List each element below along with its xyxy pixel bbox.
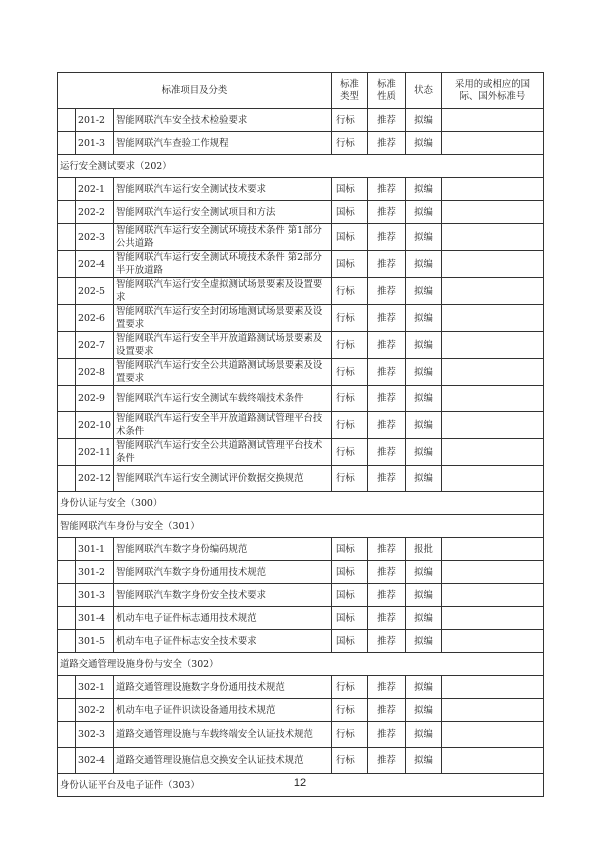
standard-status: 拟编 [406, 224, 442, 251]
intl-standard-number [442, 412, 544, 439]
standard-name: 智能网联汽车运行安全测试项目和方法 [114, 201, 332, 224]
standard-name: 机动车电子证件标志通用技术规范 [114, 607, 332, 630]
standard-status: 拟编 [406, 178, 442, 201]
section-row [58, 155, 544, 178]
intl-standard-number [442, 630, 544, 653]
intl-standard-number [442, 538, 544, 561]
standard-name: 道路交通管理设施信息交换安全认证技术规范 [114, 748, 332, 774]
standard-nature: 推荐 [368, 412, 406, 439]
table-row [58, 538, 544, 561]
standard-type: 行标 [332, 305, 368, 332]
standard-status: 拟编 [406, 748, 442, 774]
section-title: 身份认证与安全（300） [58, 492, 544, 515]
standard-status: 拟编 [406, 386, 442, 412]
indent-cell [58, 251, 76, 278]
standard-nature: 推荐 [368, 251, 406, 278]
intl-standard-number [442, 439, 544, 466]
table-row [58, 630, 544, 653]
standard-status: 拟编 [406, 201, 442, 224]
intl-standard-number [442, 466, 544, 492]
standard-type: 国标 [332, 607, 368, 630]
intl-standard-number [442, 561, 544, 584]
intl-standard-number [442, 748, 544, 774]
intl-standard-number [442, 332, 544, 359]
indent-cell [58, 584, 76, 607]
indent-cell [58, 466, 76, 492]
standard-nature: 推荐 [368, 630, 406, 653]
standard-number: 301-4 [76, 607, 114, 630]
standard-nature: 推荐 [368, 132, 406, 155]
table-row [58, 178, 544, 201]
indent-cell [58, 332, 76, 359]
standard-name: 智能网联汽车运行安全半开放道路测试管理平台技术条件 [114, 412, 332, 439]
standard-type: 行标 [332, 676, 368, 699]
standard-type: 国标 [332, 584, 368, 607]
table-row [58, 561, 544, 584]
indent-cell [58, 305, 76, 332]
standard-number: 202-2 [76, 201, 114, 224]
standard-name: 智能网联汽车运行安全测试环境技术条件 第2部分 半开放道路 [114, 251, 332, 278]
standard-number: 202-6 [76, 305, 114, 332]
standard-number: 301-2 [76, 561, 114, 584]
indent-cell [58, 699, 76, 722]
table-row [58, 439, 544, 466]
standard-nature: 推荐 [368, 332, 406, 359]
standard-nature: 推荐 [368, 439, 406, 466]
standard-type: 国标 [332, 251, 368, 278]
indent-cell [58, 359, 76, 386]
table-body [58, 109, 544, 797]
standard-name: 机动车电子证件识读设备通用技术规范 [114, 699, 332, 722]
table-row [58, 466, 544, 492]
table-row [58, 359, 544, 386]
standard-status: 拟编 [406, 607, 442, 630]
standard-status: 拟编 [406, 584, 442, 607]
intl-standard-number [442, 722, 544, 748]
standard-name: 智能网联汽车安全技术检验要求 [114, 109, 332, 132]
standard-number: 201-3 [76, 132, 114, 155]
table-row [58, 722, 544, 748]
header-status: 状态 [406, 73, 442, 109]
header-item: 标准项目及分类 [58, 73, 332, 109]
indent-cell [58, 722, 76, 748]
table-row [58, 748, 544, 774]
standard-name: 智能网联汽车运行安全测试车载终端技术条件 [114, 386, 332, 412]
standard-name: 智能网联汽车数字身份安全技术要求 [114, 584, 332, 607]
standard-nature: 推荐 [368, 607, 406, 630]
standard-status: 拟编 [406, 278, 442, 305]
section-title: 道路交通管理设施身份与安全（302） [58, 653, 544, 676]
standard-type: 行标 [332, 722, 368, 748]
standard-type: 行标 [332, 278, 368, 305]
standard-type: 行标 [332, 132, 368, 155]
standard-name: 机动车电子证件标志安全技术要求 [114, 630, 332, 653]
standard-nature: 推荐 [368, 676, 406, 699]
standard-status: 拟编 [406, 676, 442, 699]
standard-number: 302-2 [76, 699, 114, 722]
indent-cell [58, 676, 76, 699]
intl-standard-number [442, 699, 544, 722]
indent-cell [58, 278, 76, 305]
standard-number: 202-5 [76, 278, 114, 305]
table-row [58, 109, 544, 132]
standard-name: 道路交通管理设施数字身份通用技术规范 [114, 676, 332, 699]
indent-cell [58, 748, 76, 774]
intl-standard-number [442, 178, 544, 201]
intl-standard-number [442, 676, 544, 699]
table-row [58, 584, 544, 607]
table-row [58, 676, 544, 699]
standard-type: 行标 [332, 359, 368, 386]
standard-type: 国标 [332, 178, 368, 201]
indent-cell [58, 630, 76, 653]
intl-standard-number [442, 109, 544, 132]
standard-nature: 推荐 [368, 224, 406, 251]
standard-status: 拟编 [406, 359, 442, 386]
standard-nature: 推荐 [368, 109, 406, 132]
intl-standard-number [442, 278, 544, 305]
standard-status: 拟编 [406, 561, 442, 584]
standard-status: 拟编 [406, 439, 442, 466]
indent-cell [58, 538, 76, 561]
table-row [58, 201, 544, 224]
standard-status: 报批 [406, 538, 442, 561]
standard-type: 国标 [332, 538, 368, 561]
standard-name: 智能网联汽车运行安全测试技术要求 [114, 178, 332, 201]
standard-number: 201-2 [76, 109, 114, 132]
section-row [58, 515, 544, 538]
indent-cell [58, 201, 76, 224]
table-row [58, 607, 544, 630]
standard-type: 行标 [332, 109, 368, 132]
standard-number: 302-3 [76, 722, 114, 748]
standard-status: 拟编 [406, 466, 442, 492]
intl-standard-number [442, 201, 544, 224]
header-type: 标准 类型 [332, 73, 368, 109]
indent-cell [58, 607, 76, 630]
standard-name: 智能网联汽车查验工作规程 [114, 132, 332, 155]
standard-number: 202-8 [76, 359, 114, 386]
standard-status: 拟编 [406, 699, 442, 722]
standard-nature: 推荐 [368, 305, 406, 332]
section-row [58, 653, 544, 676]
indent-cell [58, 224, 76, 251]
standard-name: 道路交通管理设施与车载终端安全认证技术规范 [114, 722, 332, 748]
standard-name: 智能网联汽车运行安全半开放道路测试场景要素及设置要求 [114, 332, 332, 359]
intl-standard-number [442, 132, 544, 155]
section-title: 智能网联汽车身份与安全（301） [58, 515, 544, 538]
indent-cell [58, 178, 76, 201]
indent-cell [58, 561, 76, 584]
standard-type: 行标 [332, 466, 368, 492]
standard-number: 202-3 [76, 224, 114, 251]
table-row [58, 332, 544, 359]
standard-name: 智能网联汽车运行安全公共道路测试管理平台技术条件 [114, 439, 332, 466]
table-row [58, 305, 544, 332]
intl-standard-number [442, 386, 544, 412]
standard-nature: 推荐 [368, 359, 406, 386]
standard-status: 拟编 [406, 412, 442, 439]
page-number: 12 [293, 777, 307, 789]
standard-status: 拟编 [406, 332, 442, 359]
header-row [58, 73, 544, 109]
intl-standard-number [442, 584, 544, 607]
standard-type: 国标 [332, 201, 368, 224]
intl-standard-number [442, 251, 544, 278]
standard-status: 拟编 [406, 109, 442, 132]
table-row [58, 251, 544, 278]
standard-name: 智能网联汽车运行安全公共道路测试场景要素及设置要求 [114, 359, 332, 386]
standard-name: 智能网联汽车运行安全封闭场地测试场景要素及设置要求 [114, 305, 332, 332]
table-row [58, 278, 544, 305]
standard-number: 202-10 [76, 412, 114, 439]
standard-number: 302-4 [76, 748, 114, 774]
intl-standard-number [442, 305, 544, 332]
indent-cell [58, 386, 76, 412]
standard-nature: 推荐 [368, 538, 406, 561]
standard-type: 行标 [332, 699, 368, 722]
standard-name: 智能网联汽车数字身份通用技术规范 [114, 561, 332, 584]
intl-standard-number [442, 607, 544, 630]
standard-type: 国标 [332, 224, 368, 251]
standard-nature: 推荐 [368, 201, 406, 224]
standard-status: 拟编 [406, 305, 442, 332]
indent-cell [58, 412, 76, 439]
table-row [58, 224, 544, 251]
standard-nature: 推荐 [368, 584, 406, 607]
indent-cell [58, 132, 76, 155]
standards-table [57, 72, 544, 797]
standard-status: 拟编 [406, 251, 442, 278]
indent-cell [58, 439, 76, 466]
standard-type: 行标 [332, 439, 368, 466]
standard-name: 智能网联汽车数字身份编码规范 [114, 538, 332, 561]
table-row [58, 386, 544, 412]
standard-number: 302-1 [76, 676, 114, 699]
standard-type: 国标 [332, 561, 368, 584]
standard-status: 拟编 [406, 722, 442, 748]
standard-type: 行标 [332, 386, 368, 412]
standard-status: 拟编 [406, 630, 442, 653]
standard-number: 202-12 [76, 466, 114, 492]
standard-type: 行标 [332, 748, 368, 774]
section-title: 身份认证平台及电子证件（303） [58, 774, 544, 797]
standard-name: 智能网联汽车运行安全虚拟测试场景要素及设置要求 [114, 278, 332, 305]
standard-number: 202-1 [76, 178, 114, 201]
standard-number: 202-4 [76, 251, 114, 278]
indent-cell [58, 109, 76, 132]
standard-nature: 推荐 [368, 699, 406, 722]
standard-number: 202-11 [76, 439, 114, 466]
standard-nature: 推荐 [368, 178, 406, 201]
header-intl-standard: 采用的或相应的国 际、国外标准号 [442, 73, 544, 109]
standard-nature: 推荐 [368, 561, 406, 584]
standard-nature: 推荐 [368, 722, 406, 748]
standard-number: 301-5 [76, 630, 114, 653]
standard-name: 智能网联汽车运行安全测试环境技术条件 第1部分 公共道路 [114, 224, 332, 251]
section-title: 运行安全测试要求（202） [58, 155, 544, 178]
intl-standard-number [442, 224, 544, 251]
standard-type: 行标 [332, 412, 368, 439]
standard-name: 智能网联汽车运行安全测试评价数据交换规范 [114, 466, 332, 492]
standard-nature: 推荐 [368, 748, 406, 774]
standard-nature: 推荐 [368, 466, 406, 492]
standard-number: 301-3 [76, 584, 114, 607]
header-nature: 标准 性质 [368, 73, 406, 109]
standard-type: 国标 [332, 630, 368, 653]
table-row [58, 412, 544, 439]
standard-number: 301-1 [76, 538, 114, 561]
standard-number: 202-7 [76, 332, 114, 359]
standard-status: 拟编 [406, 132, 442, 155]
table-row [58, 699, 544, 722]
standard-nature: 推荐 [368, 386, 406, 412]
intl-standard-number [442, 359, 544, 386]
table-row [58, 132, 544, 155]
standard-type: 行标 [332, 332, 368, 359]
standard-nature: 推荐 [368, 278, 406, 305]
section-row [58, 492, 544, 515]
standard-number: 202-9 [76, 386, 114, 412]
